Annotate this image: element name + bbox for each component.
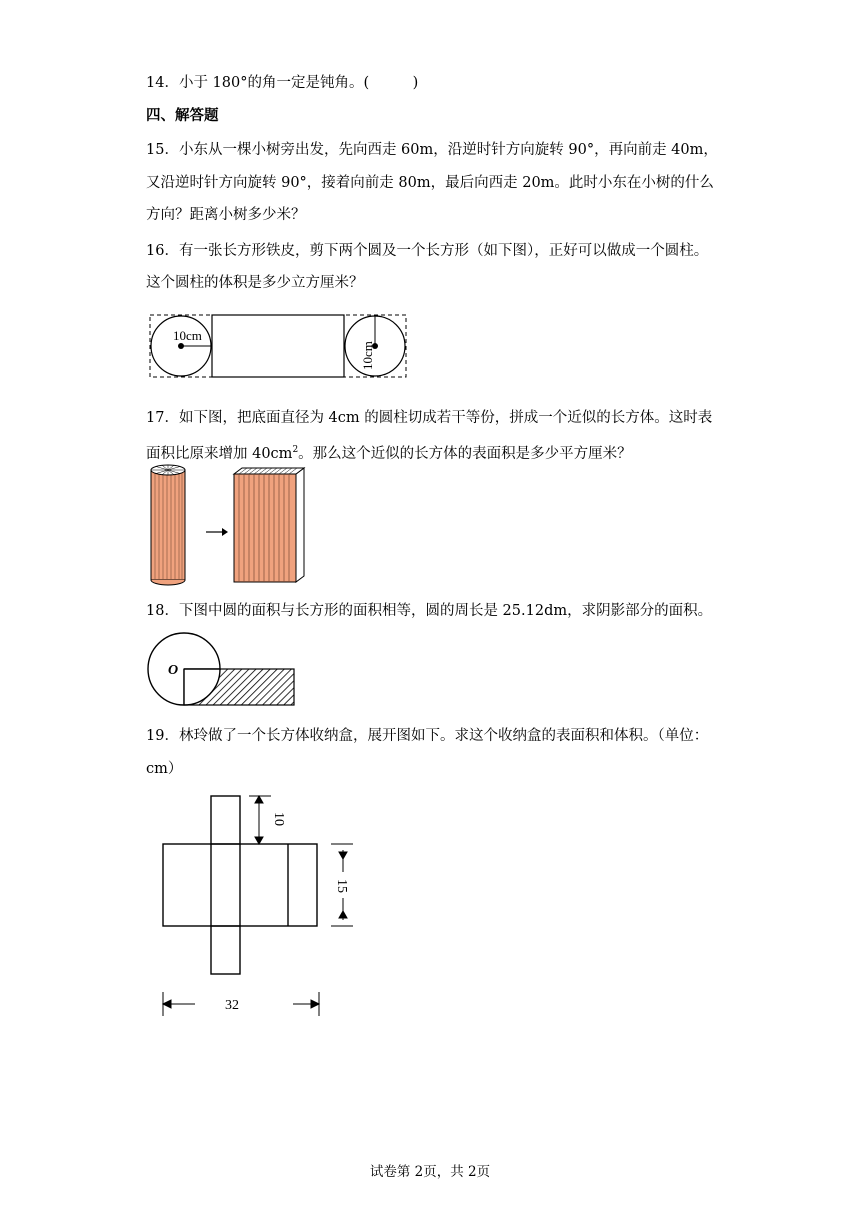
- cylinder-bottom: [151, 580, 185, 585]
- middle-rectangle: [212, 315, 344, 377]
- question-14: 14．小于 180°的角一定是钝角。( ): [146, 75, 419, 91]
- question-19-line-2: cm）: [146, 761, 183, 777]
- figure-q18-circle-rectangle: [146, 630, 298, 708]
- transform-arrow-head: [222, 528, 228, 536]
- figure-q16-iron-sheet: [146, 312, 412, 382]
- question-16-line-1: 16．有一张长方形铁皮，剪下两个圆及一个长方形（如下图），正好可以做成一个圆柱。: [146, 243, 709, 259]
- right-radius-label: 10cm: [360, 341, 375, 370]
- net-outline: [163, 796, 317, 974]
- page-footer: 试卷第 2页，共 2页: [369, 1164, 491, 1180]
- left-radius-label: 10cm: [173, 328, 202, 343]
- question-17-line-1: 17．如下图，把底面直径为 4cm 的圆柱切成若干等份，拼成一个近似的长方体。这时表: [146, 410, 713, 426]
- cuboid-front: [234, 474, 296, 582]
- section-heading: 四、解答题: [146, 108, 219, 124]
- dimension-32-label: 32: [225, 998, 239, 1013]
- net-bottom-flap: [211, 926, 240, 974]
- dimension-15-label: 15: [334, 879, 349, 893]
- center-label: O: [168, 663, 179, 678]
- cuboid-top: [234, 468, 304, 474]
- question-19-line-1: 19．林玲做了一个长方体收纳盒，展开图如下。求这个收纳盒的表面积和体积。（单位：: [146, 728, 709, 744]
- net-top-flap: [211, 796, 240, 844]
- figure-q19-box-net: [155, 790, 365, 1022]
- dimension-10-label: 10: [271, 812, 286, 826]
- question-18: 18．下图中圆的面积与长方形的面积相等，圆的周长是 25.12dm，求阴影部分的面积。: [146, 603, 713, 619]
- question-15-line-2: 又沿逆时针方向旋转 90°，接着向前走 80m，最后向西走 20m。此时小东在小树的什么: [146, 175, 714, 191]
- cylinder-body: [151, 470, 185, 580]
- dimension-10: [249, 796, 271, 844]
- question-15-line-1: 15．小东从一棵小树旁出发，先向西走 60m，沿逆时针方向旋转 90°，再向前走 40m，: [146, 142, 718, 158]
- cuboid: [234, 468, 304, 582]
- question-16-line-2: 这个圆柱的体积是多少立方厘米？: [146, 275, 364, 291]
- cylinder-top-sectors: [151, 465, 185, 475]
- cylinder: [151, 465, 185, 585]
- dimension-32: [163, 992, 319, 1016]
- cuboid-side: [296, 468, 304, 582]
- figure-q17-cylinder-to-cuboid: [146, 460, 322, 588]
- question-17-line-2: 面积比原来增加 $40cm^2$。那么这个近似的长方体的表面积是多少平方厘米？: [146, 445, 632, 462]
- question-15-line-3: 方向？距离小树多少米？: [146, 207, 306, 223]
